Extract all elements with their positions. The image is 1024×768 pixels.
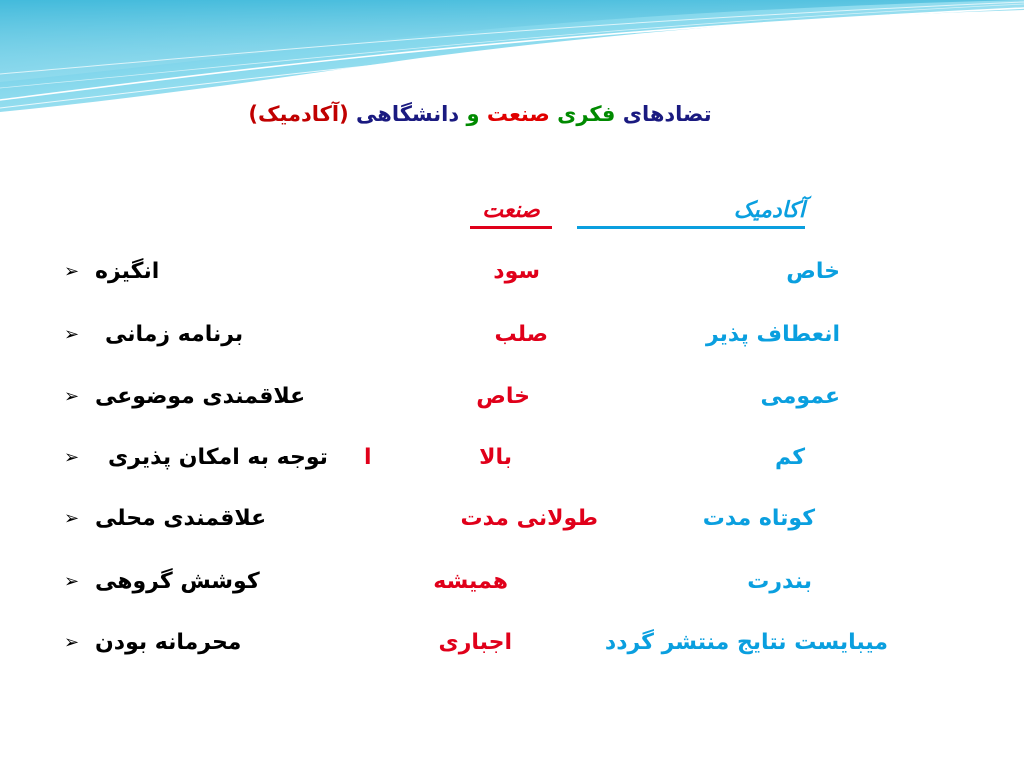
aspect-cell: علاقمندی محلی bbox=[95, 506, 267, 531]
column-header-industry: صنعت bbox=[470, 196, 552, 229]
title-part: دانشگاهی bbox=[356, 102, 460, 126]
table-row bbox=[0, 382, 1024, 412]
table-row bbox=[0, 443, 1024, 473]
table-row bbox=[0, 628, 1024, 658]
academic-cell: کم bbox=[774, 445, 805, 470]
academic-cell: عمومی bbox=[760, 384, 840, 409]
arrow-bullet-icon: ➢ bbox=[64, 571, 80, 592]
table-row bbox=[0, 504, 1024, 534]
industry-cell: طولانی مدت bbox=[460, 506, 598, 531]
title-part: و bbox=[466, 102, 480, 126]
arrow-bullet-icon: ➢ bbox=[64, 447, 80, 468]
title-part: (آکادمیک) bbox=[248, 102, 349, 126]
stray-character: ا bbox=[364, 445, 372, 470]
table-row bbox=[0, 567, 1024, 597]
industry-cell: صلب bbox=[494, 322, 548, 347]
column-header-academic: آکادمیک bbox=[577, 196, 805, 229]
title-part: فکری bbox=[557, 102, 616, 126]
academic-cell: بندرت bbox=[747, 569, 812, 594]
title-part: تضادهای bbox=[622, 102, 712, 126]
arrow-bullet-icon: ➢ bbox=[64, 508, 80, 529]
title-part: صنعت bbox=[486, 102, 550, 126]
academic-cell: انعطاف پذیر bbox=[705, 322, 840, 347]
arrow-bullet-icon: ➢ bbox=[64, 261, 80, 282]
academic-cell: کوتاه مدت bbox=[702, 506, 815, 531]
industry-cell: بالا bbox=[479, 445, 512, 470]
table-row bbox=[0, 320, 1024, 350]
industry-cell: خاص bbox=[476, 384, 530, 409]
industry-cell: اجباری bbox=[438, 630, 512, 655]
industry-cell: سود bbox=[493, 259, 540, 284]
aspect-cell: توجه به امکان پذیری bbox=[108, 445, 328, 470]
arrow-bullet-icon: ➢ bbox=[64, 386, 80, 407]
aspect-cell: برنامه زمانی bbox=[105, 322, 244, 347]
table-row bbox=[0, 257, 1024, 287]
aspect-cell: علاقمندی موضوعی bbox=[95, 384, 306, 409]
academic-cell: میبایست نتایج منتشر گردد bbox=[604, 630, 888, 655]
aspect-cell: کوشش گروهی bbox=[95, 569, 260, 594]
aspect-cell: محرمانه بودن bbox=[95, 630, 242, 655]
industry-cell: همیشه bbox=[433, 569, 508, 594]
academic-cell: خاص bbox=[786, 259, 840, 284]
arrow-bullet-icon: ➢ bbox=[64, 632, 80, 653]
arrow-bullet-icon: ➢ bbox=[64, 324, 80, 345]
slide-title bbox=[0, 99, 960, 129]
aspect-cell: انگیزه bbox=[95, 259, 160, 284]
